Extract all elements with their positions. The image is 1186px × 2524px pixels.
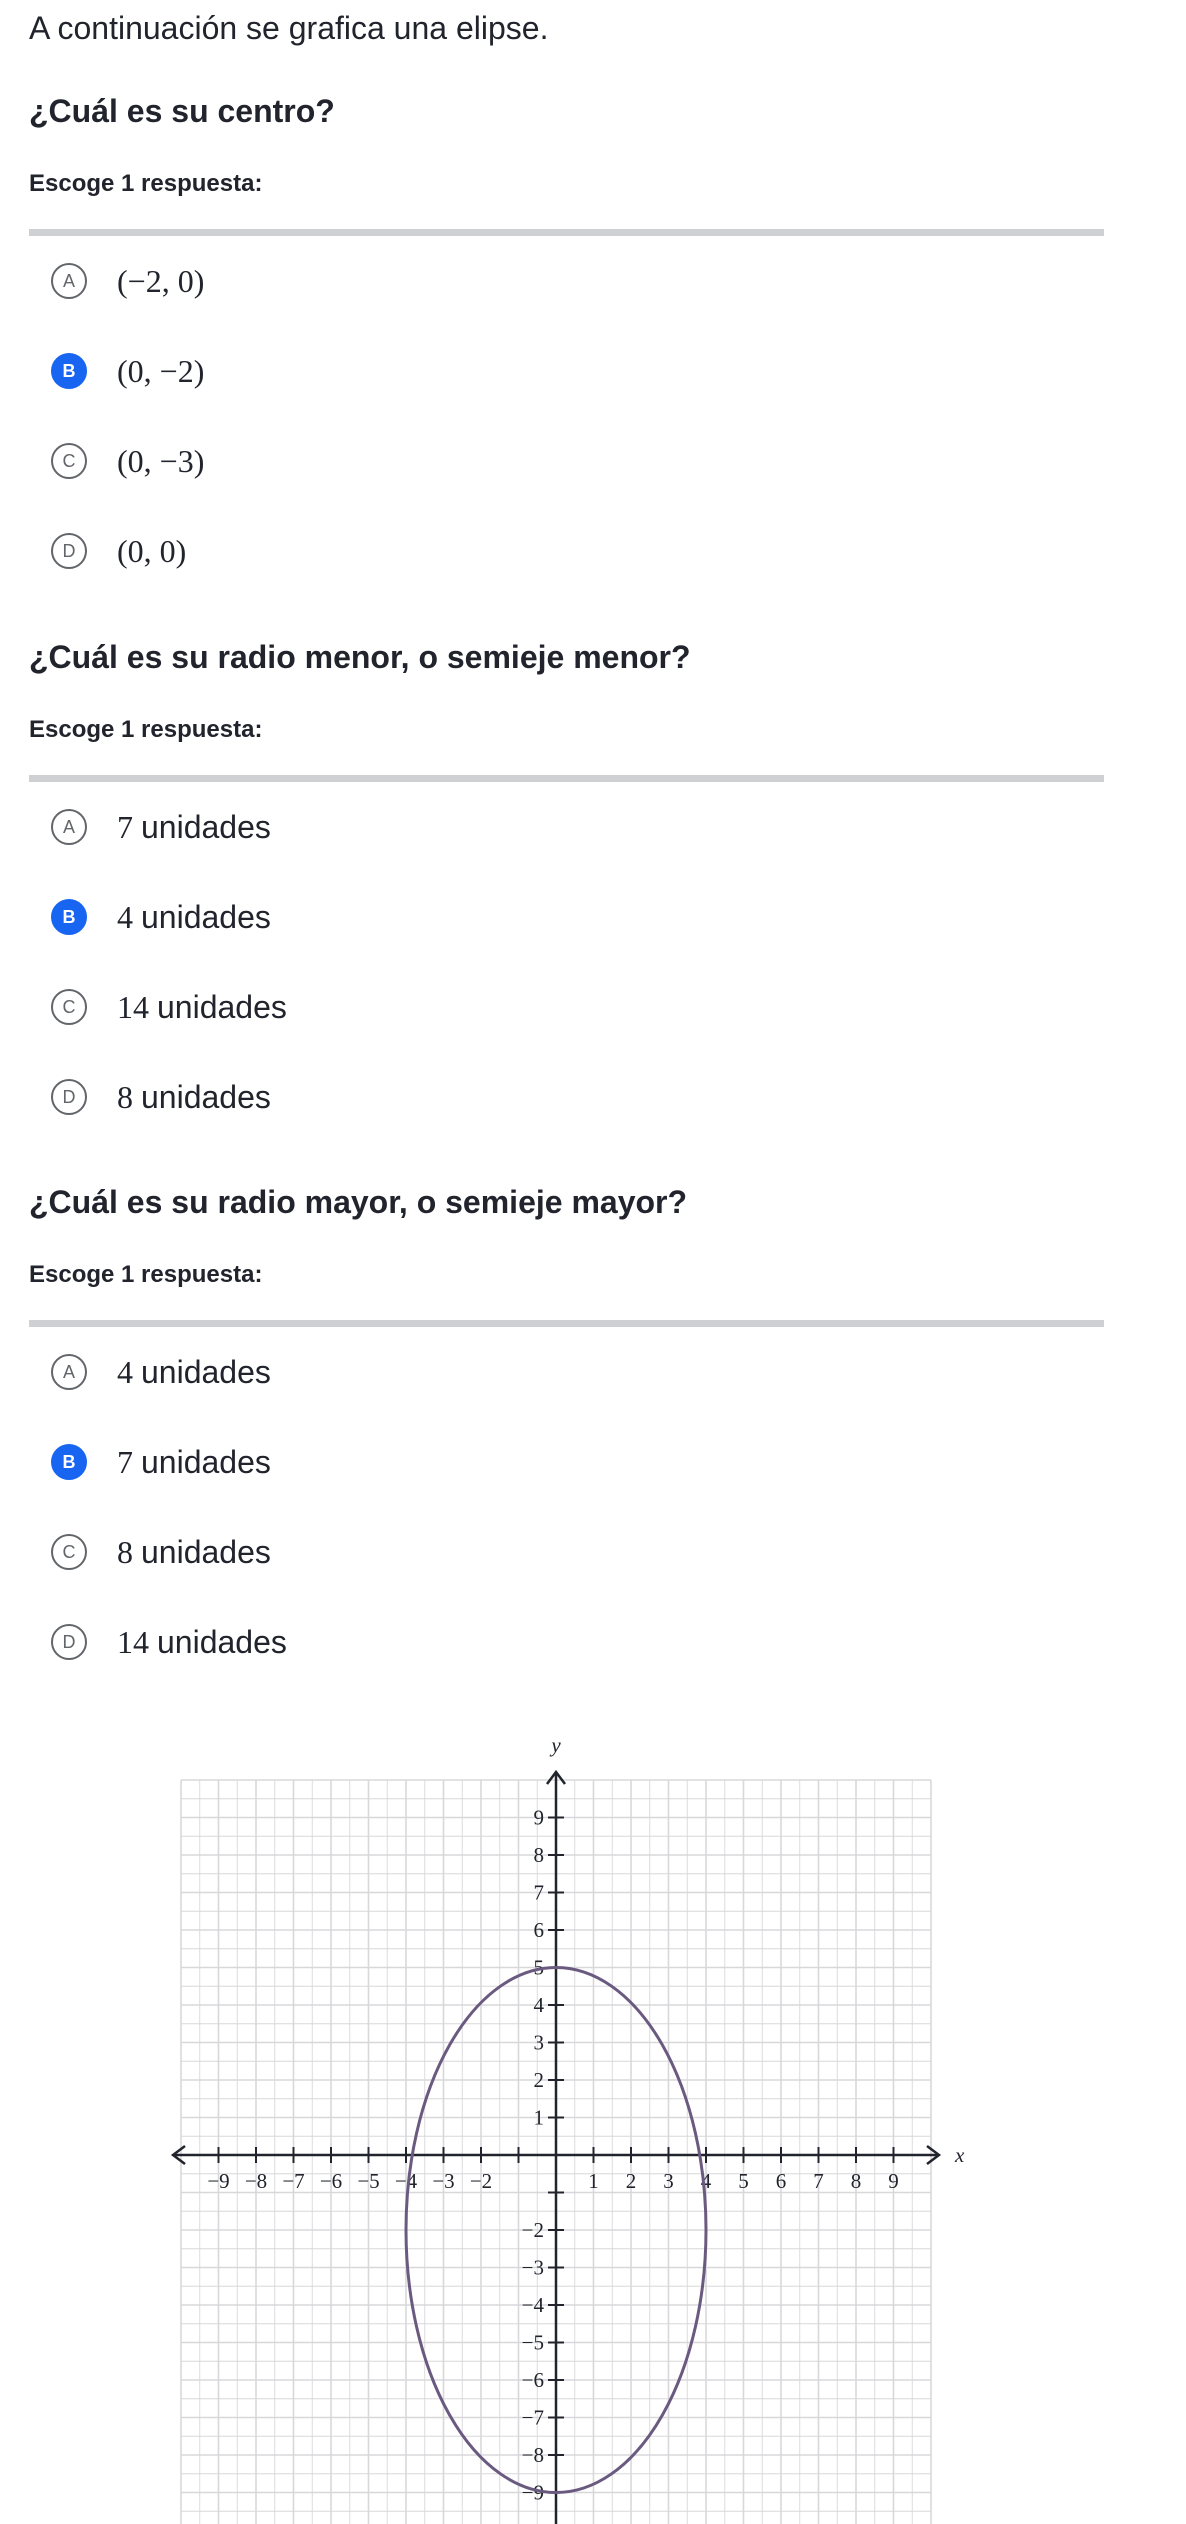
choice-list [29,236,1104,596]
question-instruction: Escoge 1 respuesta: [29,1261,263,1288]
radio-d[interactable]: D [51,1079,87,1115]
choice-label [117,1354,271,1391]
radio-a[interactable]: A [51,263,87,299]
choice-value: 8 [117,1078,133,1115]
choice-value: (−2, 0) [117,262,205,299]
y-tick-label: −9 [521,2480,544,2505]
radio-b[interactable]: B [51,353,87,389]
y-tick-label: 2 [533,2068,544,2092]
y-tick-label: −7 [521,2405,544,2430]
question-center [29,93,1104,596]
y-tick-label: −2 [521,2218,544,2242]
radio-d[interactable]: D [51,1624,87,1660]
y-tick-label: 1 [533,2105,544,2130]
y-tick-label: 4 [533,1993,544,2017]
radio-a[interactable]: A [51,809,87,845]
y-tick-label: 7 [533,1880,544,1905]
radio-c[interactable]: C [51,1534,87,1570]
question-title: ¿Cuál es su centro? [29,93,335,129]
choice-value: 14 [117,988,149,1025]
y-tick-label: −4 [521,2293,544,2317]
x-tick-label: 7 [813,2169,824,2193]
choice-unit: unidades [141,1443,271,1480]
choice-unit: unidades [141,1533,271,1570]
choice-c[interactable] [29,416,1104,506]
x-tick-label: 1 [588,2169,599,2193]
y-axis-label: y [551,1733,561,1757]
x-tick-label: −6 [319,2169,343,2193]
choice-label [117,1534,271,1571]
x-tick-label: −2 [469,2169,493,2193]
choice-value: 7 [117,808,133,845]
choice-value: 4 [117,898,133,935]
divider [29,775,1104,782]
question-minor-radius [29,639,1104,1142]
choice-label [117,989,287,1026]
choice-value: (0, 0) [117,532,187,569]
x-tick-label: −8 [244,2169,268,2193]
radio-a[interactable]: A [51,1354,87,1390]
x-tick-label: −4 [394,2169,418,2193]
y-tick-label: −3 [521,2255,544,2280]
choice-b[interactable] [29,1417,1104,1507]
radio-b[interactable]: B [51,1444,87,1480]
question-title: ¿Cuál es su radio menor, o semieje menor? [29,639,691,675]
choice-value: 8 [117,1533,133,1570]
choice-value: 7 [117,1443,133,1480]
choice-list [29,782,1104,1142]
x-tick-label: −7 [282,2169,305,2193]
x-axis-label: x [955,2143,965,2167]
radio-b[interactable]: B [51,899,87,935]
choice-unit: unidades [157,988,287,1025]
x-tick-label: 6 [775,2169,787,2193]
x-tick-label: 9 [888,2169,899,2193]
x-tick-label: 3 [663,2169,674,2193]
radio-c[interactable]: C [51,443,87,479]
choice-unit: unidades [141,898,271,935]
choice-label [117,263,204,300]
y-tick-label: 5 [533,1955,544,1980]
x-tick-label: −5 [357,2169,380,2193]
y-tick-label: 9 [533,1805,544,1830]
y-tick-label: −8 [521,2443,544,2467]
question-instruction: Escoge 1 respuesta: [29,716,263,743]
intro-text: A continuación se grafica una elipse. [29,10,549,46]
y-tick-label: 8 [533,1843,544,1867]
y-tick-label: −6 [521,2368,544,2392]
choice-d[interactable] [29,506,1104,596]
choice-label [117,1624,287,1661]
divider [29,229,1104,236]
choice-a[interactable] [29,1327,1104,1417]
question-title: ¿Cuál es su radio mayor, o semieje mayor? [29,1184,688,1220]
choice-label [117,1444,271,1481]
choice-label [117,533,186,570]
divider [29,1320,1104,1327]
y-tick-label: 3 [533,2030,544,2055]
radio-c[interactable]: C [51,989,87,1025]
choice-unit: unidades [157,1623,287,1660]
choice-b[interactable] [29,872,1104,962]
question-instruction: Escoge 1 respuesta: [29,170,263,197]
choice-b[interactable] [29,326,1104,416]
choice-d[interactable] [29,1597,1104,1687]
x-tick-label: 4 [700,2169,712,2193]
choice-label [117,1079,271,1116]
choice-list [29,1327,1104,1687]
x-tick-label: 2 [625,2169,637,2193]
choice-value: (0, −2) [117,352,205,389]
choice-label [117,899,271,936]
x-tick-label: −9 [207,2169,230,2193]
choice-label [117,809,271,846]
choice-value: (0, −3) [117,442,205,479]
choice-a[interactable] [29,236,1104,326]
question-major-radius [29,1184,1104,1687]
radio-d[interactable]: D [51,533,87,569]
choice-value: 4 [117,1353,133,1390]
y-tick-label: −5 [521,2330,544,2355]
choice-a[interactable] [29,782,1104,872]
choice-c[interactable] [29,962,1104,1052]
ellipse-graph [0,1720,1186,2524]
choice-value: 14 [117,1623,149,1660]
x-tick-label: −3 [432,2169,455,2193]
x-tick-label: 5 [738,2169,749,2193]
choice-unit: unidades [141,1078,271,1115]
choice-label [117,353,204,390]
choice-unit: unidades [141,808,271,845]
choice-unit: unidades [141,1353,271,1390]
choice-label [117,443,204,480]
x-tick-label: 8 [850,2169,862,2193]
choice-d[interactable] [29,1052,1104,1142]
choice-c[interactable] [29,1507,1104,1597]
y-tick-label: 6 [533,1918,544,1942]
